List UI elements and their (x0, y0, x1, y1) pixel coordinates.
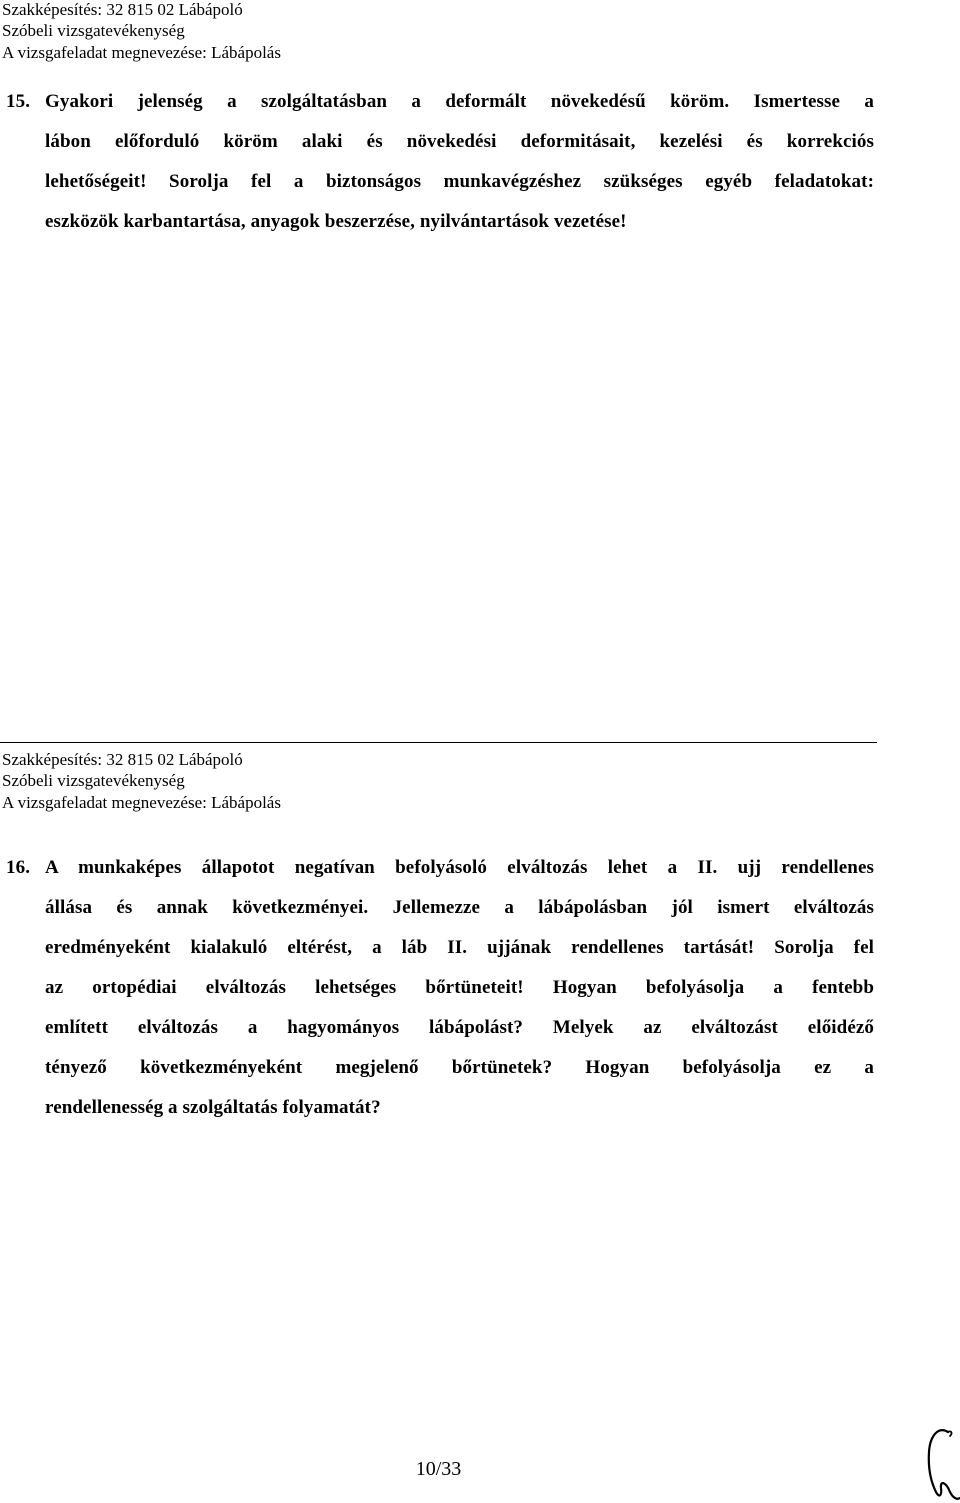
header-exam-activity: Szóbeli vizsgatevékenység (2, 771, 185, 790)
question-16-line: említett elváltozás a hagyományos lábápolást? Melyek az elváltozást előidéző (45, 1017, 874, 1038)
page-number: 10/33 (415, 1458, 462, 1480)
question-16 (6, 848, 874, 1128)
page-separator-rule (0, 742, 877, 743)
header-exam-activity: Szóbeli vizsgatevékenység (2, 21, 185, 40)
question-15-line: 15. Gyakori jelenség a szolgáltatásban a deformált növekedésű köröm. Ismertesse a (6, 82, 874, 122)
question-15 (6, 82, 874, 242)
question-16-line: 16. A munkaképes állapotot negatívan befolyásoló elváltozás lehet a II. ujj rendellenes (6, 848, 874, 888)
header-task-name: A vizsgafeladat megnevezése: Lábápolás (2, 793, 281, 812)
question-15-line: lábon előforduló köröm alaki és növekedési deformitásait, kezelési és korrekciós (45, 131, 874, 152)
question-16-line: eredményeként kialakuló eltérést, a láb II. ujjának rendellenes tartását! Sorolja fel (45, 937, 874, 958)
question-16-line: rendellenesség a szolgáltatás folyamatát? (45, 1097, 381, 1118)
header-qualification: Szakképesítés: 32 815 02 Lábápoló (2, 0, 243, 19)
question-15-line: eszközök karbantartása, anyagok beszerzése, nyilvántartások vezetése! (45, 211, 627, 232)
question-16-line: tényező következményeként megjelenő bőrtünetek? Hogyan befolyásolja ez a (45, 1057, 874, 1078)
header-task-name: A vizsgafeladat megnevezése: Lábápolás (2, 43, 281, 62)
question-number: 15. (6, 91, 31, 112)
signature-mark (920, 1422, 960, 1503)
header-qualification: Szakképesítés: 32 815 02 Lábápoló (2, 750, 243, 769)
question-16-line: az ortopédiai elváltozás lehetséges bőrtüneteit! Hogyan befolyásolja a fentebb (45, 977, 874, 998)
question-16-line: állása és annak következményei. Jellemezze a lábápolásban jól ismert elváltozás (45, 897, 874, 918)
question-number: 16. (6, 857, 31, 878)
question-15-line: lehetőségeit! Sorolja fel a biztonságos munkavégzéshez szükséges egyéb feladatokat: (45, 171, 874, 192)
